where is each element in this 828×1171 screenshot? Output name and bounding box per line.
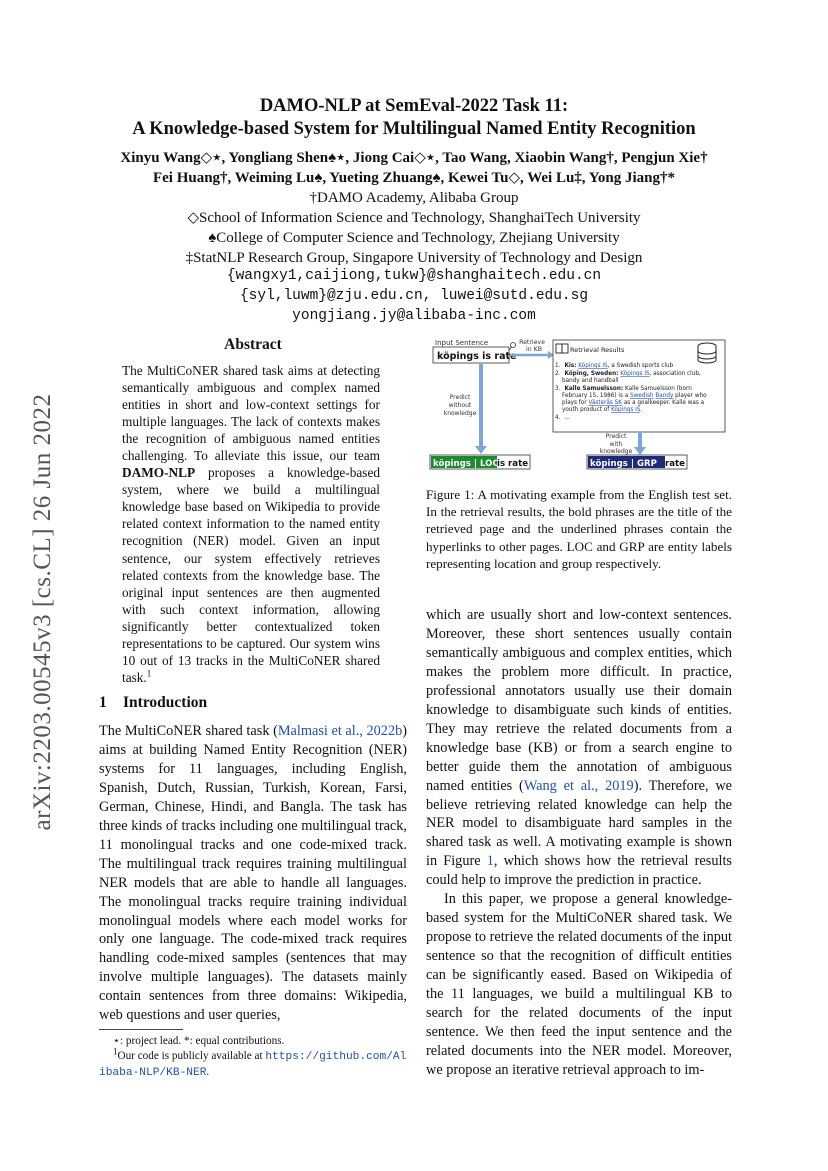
predict-without-arrowhead xyxy=(475,446,487,454)
retrieve-label-2: in KB xyxy=(526,346,542,353)
result-3-line2: February 15, 1986) is a Swedish Bandy player who xyxy=(562,393,707,399)
result-3-line3: plays for Västerås SK as a goalkeeper. Kalle was a xyxy=(562,400,705,406)
paragraph-motivation xyxy=(426,606,732,890)
paper-title xyxy=(80,95,748,141)
citation-malmasi[interactable]: Malmasi et al., 2022b xyxy=(277,723,403,739)
email-line-3[interactable]: yongjiang.jy@alibaba-inc.com xyxy=(292,308,536,324)
email-line-2[interactable]: {syl,luwm}@zju.edu.cn, luwei@sutd.edu.sg xyxy=(239,288,589,304)
abstract-text-post: proposes a knowledge-based system, where we build a multilingual knowledge base based on Wikipedia to provide related context information to the named entity recognition (NER) model. Given an input sentence, our system effectively retrieves related contexts from the knowledge base. The original input sentences are then augmented with such context information, allowing significantly better contextualized token representations to be captured. Our system wins 10 out of 13 tracks in the MultiCoNER shared task. xyxy=(122,465,380,685)
predict-with-label xyxy=(600,433,633,455)
title-line-1: DAMO-NLP at SemEval-2022 Task 11: xyxy=(259,96,569,116)
abstract-text-pre: The MultiCoNER shared task aims at detecting semantically ambiguous and complex named entities in short and low-context settings for multiple languages. The lack of contexts makes the recognition of ambiguous named entities challenging. To alleviate this issue, our team xyxy=(122,363,380,464)
motivation-text-1: which are usually short and low-context sentences. Moreover, these short sentences usually contain semantically ambiguous and complex entities, which makes the problem more difficult. In practice, professional annotators usually use their domain knowledge to disambiguate such kinds of entities. They may retrieve the related documents from a knowledge base (KB) or from a search engine to better guide them the annotation of ambiguous named entities ( xyxy=(426,607,732,794)
predict-without-arrow xyxy=(479,364,483,446)
figure-1-caption: Figure 1: A motivating example from the English test set. In the retrieval results, the bold phrases are the title of the retrieved page and the underlined phrases contain the hyperlinks to other pages. LOC and GRP are entity labels representing location and group respectively. xyxy=(426,487,732,571)
affiliation-sutd: ‡StatNLP Research Group, Singapore University of Technology and Design xyxy=(185,250,643,266)
arxiv-stamp xyxy=(25,372,61,852)
footnote-code-end: . xyxy=(206,1066,210,1078)
output-left-rest: is rate xyxy=(497,459,529,469)
citation-wang[interactable]: Wang et al., 2019 xyxy=(523,777,634,794)
svg-text:knowledge: knowledge xyxy=(599,448,633,455)
emails xyxy=(80,266,748,326)
svg-text:without: without xyxy=(448,402,472,409)
results-title: Retrieval Results xyxy=(570,346,625,354)
motivation-text-2: ). Therefore, we believe retrieving related knowledge can help the NER model to disambiguate hard samples in the shared task as well. A motivating example is shown in Figure xyxy=(426,777,733,870)
right-column-body xyxy=(426,606,732,1080)
team-name: DAMO-NLP xyxy=(122,465,196,481)
footnote-divider xyxy=(99,1029,183,1030)
input-sentence-label: Input Sentence xyxy=(435,339,489,347)
github-link[interactable]: https://github.com/Alibaba-NLP/KB-NER xyxy=(99,1051,407,1079)
section-title: Introduction xyxy=(123,694,208,711)
result-2-cont: bandy and handball xyxy=(562,378,619,384)
abstract-footnote-mark[interactable]: 1 xyxy=(146,668,152,679)
figure-ref[interactable]: 1 xyxy=(486,853,494,870)
authors-line-2: Fei Huang†, Weiming Lu♠, Yueting Zhuang♠, Kewei Tu◇, Wei Lu‡, Yong Jiang†* xyxy=(152,170,676,186)
section-heading-introduction xyxy=(99,694,407,712)
arxiv-stamp-text: arXiv:2203.00545v3 [cs.CL] 26 Jun 2022 xyxy=(29,393,56,831)
author-list xyxy=(80,148,748,188)
intro-text-post: ) aims at building Named Entity Recognition (NER) systems for 11 languages, including English, Spanish, Dutch, Russian, Turkish, Korean, Farsi, German, Chinese, Hindi, and Bangla. The task has three kinds of tracks including one multilingual track, 11 monolingual tracks and one code-mixed track. The multilingual track requires training multilingual NER models that are able to handle all languages. The monolingual tracks require training individual monolingual models where each model works for only one language. The code-mixed track requires handling code-mixed samples (sentences that may involve multiple languages). The datasets mainly contain sentences from three domains: Wikipedia, web questions and user queries, xyxy=(99,723,408,1024)
footnote-code-text: Our code is publicly available at xyxy=(117,1050,266,1062)
affiliation-shanghaitech: ◇School of Information Science and Technology, ShanghaiTech University xyxy=(187,210,641,226)
footnote-code xyxy=(99,1046,409,1081)
paragraph-proposal: In this paper, we propose a general knowledge-based system for the MultiCoNER shared task. We propose to retrieve the related documents of the input sentence so that the recognition of difficult entities can be significantly eased. Based on Wikipedia of the 11 languages, we build a multilingual KB to search for the related documents of the input sentence. We then feed the input sentence and the related documents into the NER model. Moreover, we propose an iterative retrieval approach to im- xyxy=(426,891,732,1078)
figure-1 xyxy=(426,337,732,477)
result-3-line4: youth product of Köpings IS. xyxy=(562,407,643,413)
authors-line-1: Xinyu Wang◇⋆, Yongliang Shen♠⋆, Jiong Cai◇⋆, Tao Wang, Xiaobin Wang†, Pengjun Xie† xyxy=(120,150,708,166)
svg-text:Predict: Predict xyxy=(605,433,627,440)
result-2: 2. Köping, Sweden: Köpings IS, association club, xyxy=(555,371,701,377)
result-4: 4. ... xyxy=(555,415,570,421)
footnote-contributions: ⋆: project lead. *: equal contributions. xyxy=(113,1035,285,1047)
output-right-rest: rate xyxy=(665,459,685,469)
result-3: 3. Kalle Samuelsson: Kalle Samuelsson (born xyxy=(555,386,692,392)
intro-paragraph xyxy=(99,722,407,1025)
footnote-mark: 1 xyxy=(113,1046,118,1057)
intro-text-pre: The MultiCoNER shared task ( xyxy=(99,723,278,739)
result-1: 1. Kis: Köpings IS, a Swedish sports club xyxy=(555,363,674,369)
database-icon xyxy=(698,343,716,363)
svg-text:Predict: Predict xyxy=(449,394,471,401)
output-left-entity: köpings | LOC xyxy=(433,459,499,469)
affiliation-zju: ♠College of Computer Science and Technology, Zhejiang University xyxy=(208,230,620,246)
section-number: 1 xyxy=(99,694,107,711)
predict-with-arrow xyxy=(638,432,642,447)
title-line-2: A Knowledge-based System for Multilingual Named Entity Recognition xyxy=(132,119,696,139)
search-icon xyxy=(511,343,516,348)
retrieve-label-1: Retrieve xyxy=(519,339,545,346)
abstract-body xyxy=(122,362,380,686)
output-right-entity: köpings | GRP xyxy=(590,459,657,469)
svg-text:knowledge: knowledge xyxy=(443,410,477,417)
figure-1-diagram xyxy=(426,337,732,477)
email-line-1[interactable]: {wangxy1,caijiong,tukw}@shanghaitech.edu.cn xyxy=(226,268,602,284)
abstract-heading: Abstract xyxy=(224,336,282,353)
predict-with-arrowhead xyxy=(634,447,646,455)
affiliations xyxy=(80,188,748,268)
footnotes xyxy=(99,1034,409,1081)
input-sentence-text: köpings is rate xyxy=(437,351,517,362)
predict-without-label xyxy=(444,394,477,417)
affiliation-damo: †DAMO Academy, Alibaba Group xyxy=(309,190,519,206)
svg-text:with: with xyxy=(609,441,623,448)
motivation-text-3: , which shows how the retrieval results could help to improve the prediction in practice. xyxy=(426,853,732,889)
